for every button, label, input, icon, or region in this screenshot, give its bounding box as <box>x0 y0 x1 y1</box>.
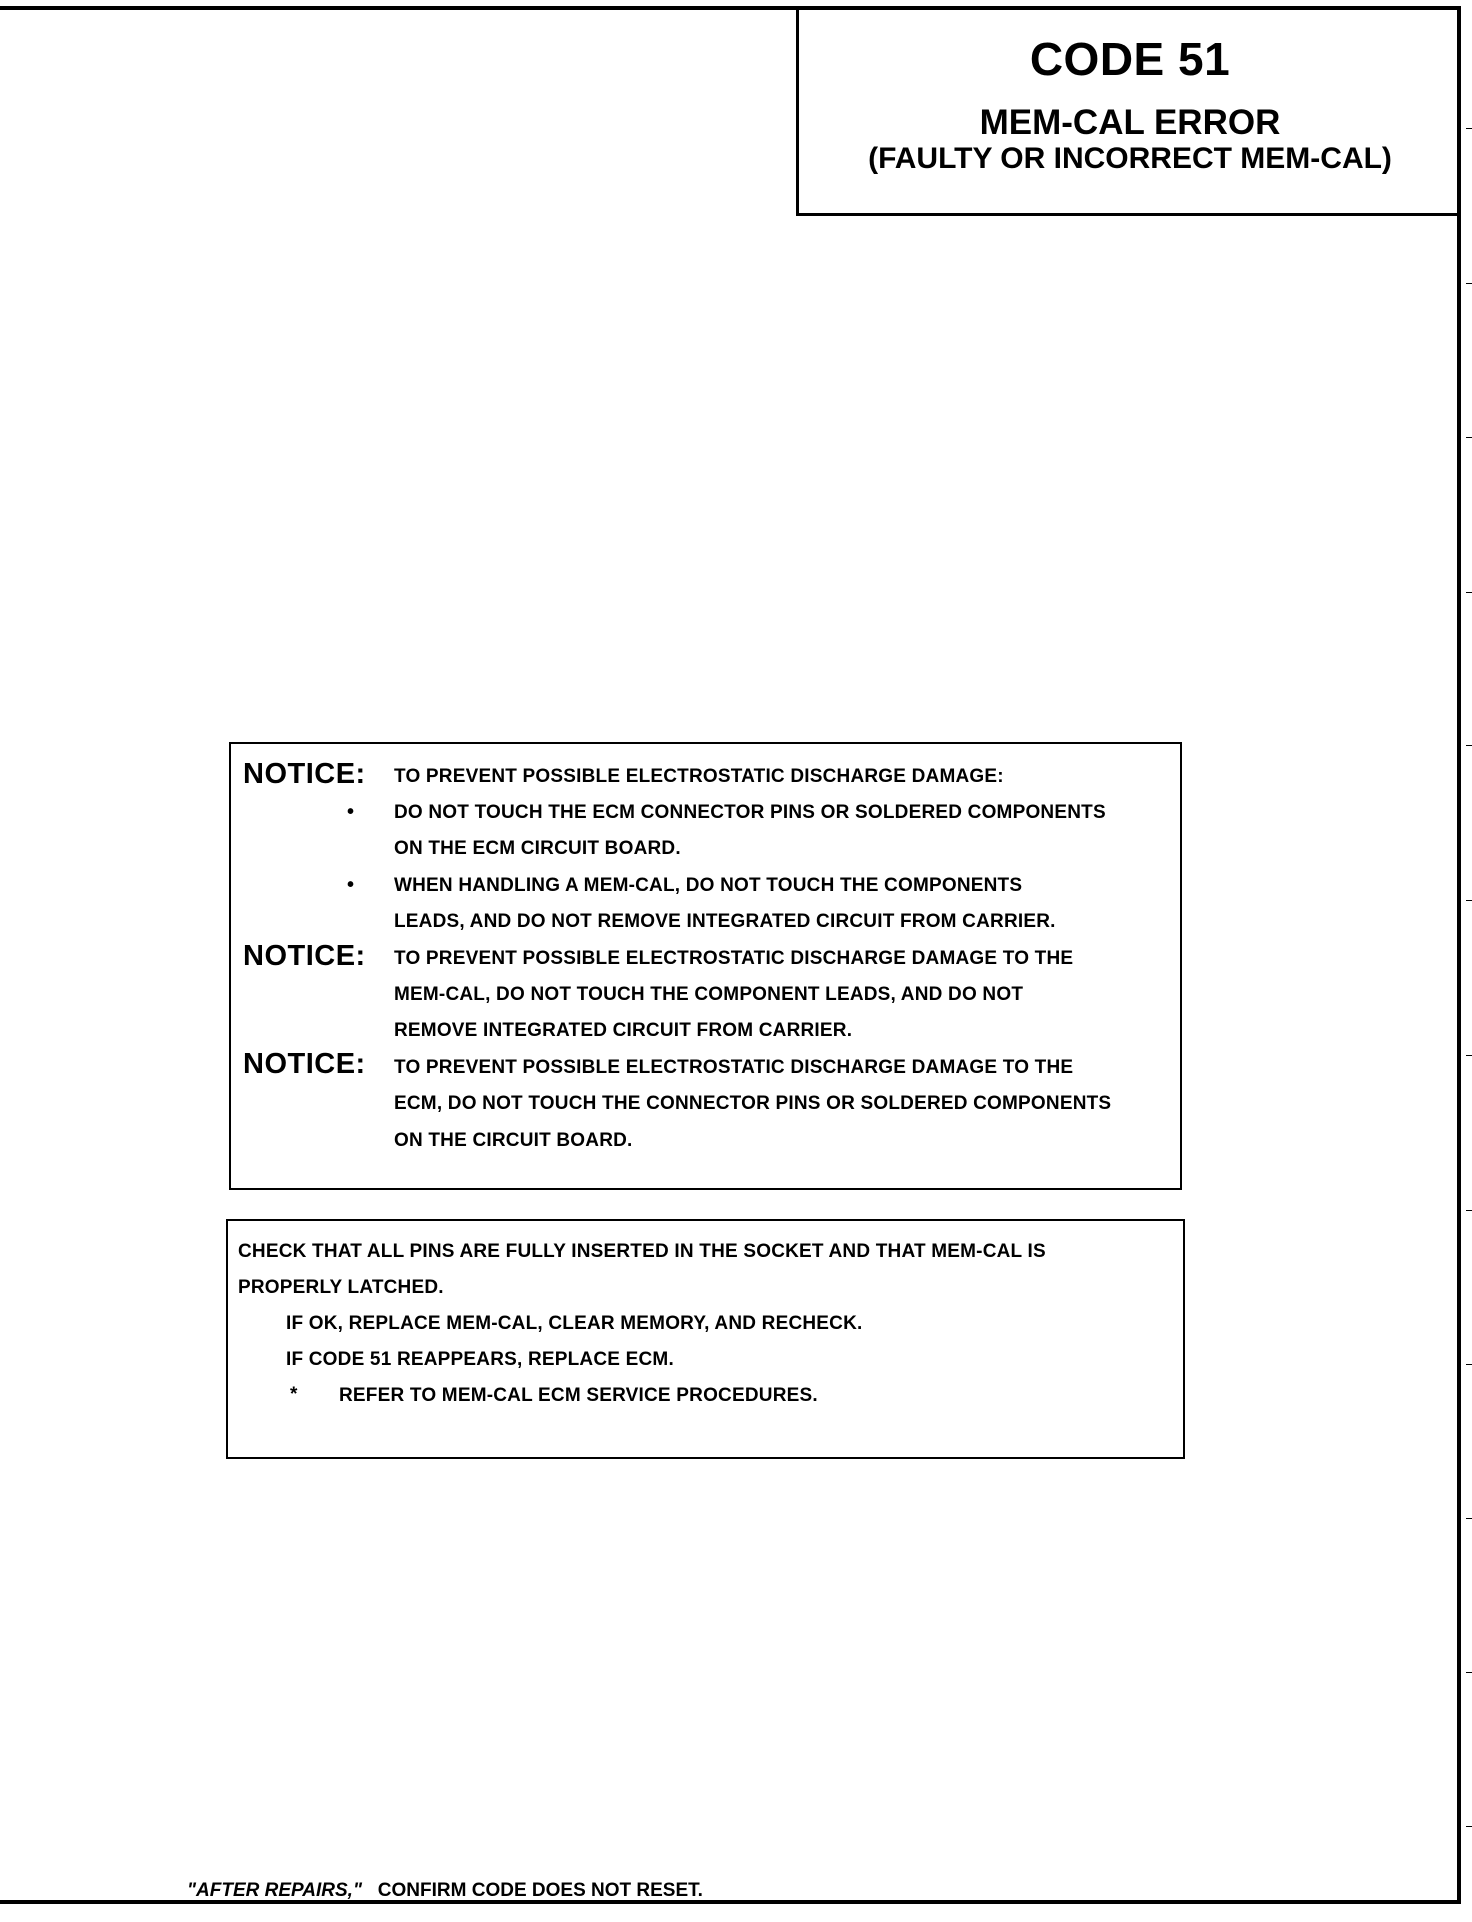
margin-tick <box>1466 900 1472 901</box>
notice-text: ON THE CIRCUIT BOARD. <box>394 1130 633 1151</box>
procedure-text: REFER TO MEM-CAL ECM SERVICE PROCEDURES. <box>339 1385 818 1406</box>
notice-text: TO PREVENT POSSIBLE ELECTROSTATIC DISCHARGE DAMAGE TO THE <box>394 948 1074 969</box>
notice-text: TO PREVENT POSSIBLE ELECTROSTATIC DISCHARGE DAMAGE TO THE <box>394 1057 1074 1078</box>
margin-tick <box>1466 437 1472 438</box>
bullet-icon: • <box>347 874 355 896</box>
margin-tick <box>1466 745 1472 746</box>
check-procedure-box <box>226 1219 1185 1459</box>
notice-label: NOTICE: <box>243 758 366 790</box>
error-subtitle: (FAULTY OR INCORRECT MEM-CAL) <box>868 142 1392 175</box>
notice-label: NOTICE: <box>243 1048 366 1080</box>
title-block <box>796 6 1461 216</box>
procedure-text: PROPERLY LATCHED. <box>238 1277 444 1298</box>
footer-note <box>187 1880 703 1902</box>
bullet-icon: • <box>347 801 355 823</box>
notice-text: MEM-CAL, DO NOT TOUCH THE COMPONENT LEADS, AND DO NOT <box>394 984 1024 1005</box>
margin-tick <box>1466 128 1472 129</box>
notice-text: ON THE ECM CIRCUIT BOARD. <box>394 838 681 859</box>
margin-tick <box>1466 283 1472 284</box>
asterisk-mark: * <box>290 1384 298 1405</box>
procedure-text: CHECK THAT ALL PINS ARE FULLY INSERTED IN THE SOCKET AND THAT MEM-CAL IS <box>238 1241 1046 1262</box>
margin-tick <box>1466 1364 1472 1365</box>
margin-tick <box>1466 1672 1472 1673</box>
error-title: MEM-CAL ERROR <box>979 103 1281 142</box>
procedure-text: IF OK, REPLACE MEM-CAL, CLEAR MEMORY, AND RECHECK. <box>286 1313 863 1334</box>
margin-tick <box>1466 1518 1472 1519</box>
margin-tick <box>1466 592 1472 593</box>
margin-tick <box>1466 1055 1472 1056</box>
margin-tick <box>1466 1210 1472 1211</box>
procedure-text: IF CODE 51 REAPPEARS, REPLACE ECM. <box>286 1349 674 1370</box>
margin-tick <box>1466 1826 1472 1827</box>
footer-emphasis: "AFTER REPAIRS," <box>187 1880 362 1901</box>
notice-box <box>229 742 1182 1190</box>
notice-text: ECM, DO NOT TOUCH THE CONNECTOR PINS OR SOLDERED COMPONENTS <box>394 1093 1112 1114</box>
code-title: CODE 51 <box>1029 33 1231 85</box>
notice-text: TO PREVENT POSSIBLE ELECTROSTATIC DISCHARGE DAMAGE: <box>394 766 1004 787</box>
notice-text: WHEN HANDLING A MEM-CAL, DO NOT TOUCH THE COMPONENTS <box>394 875 1023 896</box>
footer-text: CONFIRM CODE DOES NOT RESET. <box>377 1880 703 1901</box>
notice-label: NOTICE: <box>243 940 366 972</box>
notice-text: LEADS, AND DO NOT REMOVE INTEGRATED CIRCUIT FROM CARRIER. <box>394 911 1056 932</box>
notice-text: REMOVE INTEGRATED CIRCUIT FROM CARRIER. <box>394 1020 853 1041</box>
notice-text: DO NOT TOUCH THE ECM CONNECTOR PINS OR SOLDERED COMPONENTS <box>394 802 1106 823</box>
